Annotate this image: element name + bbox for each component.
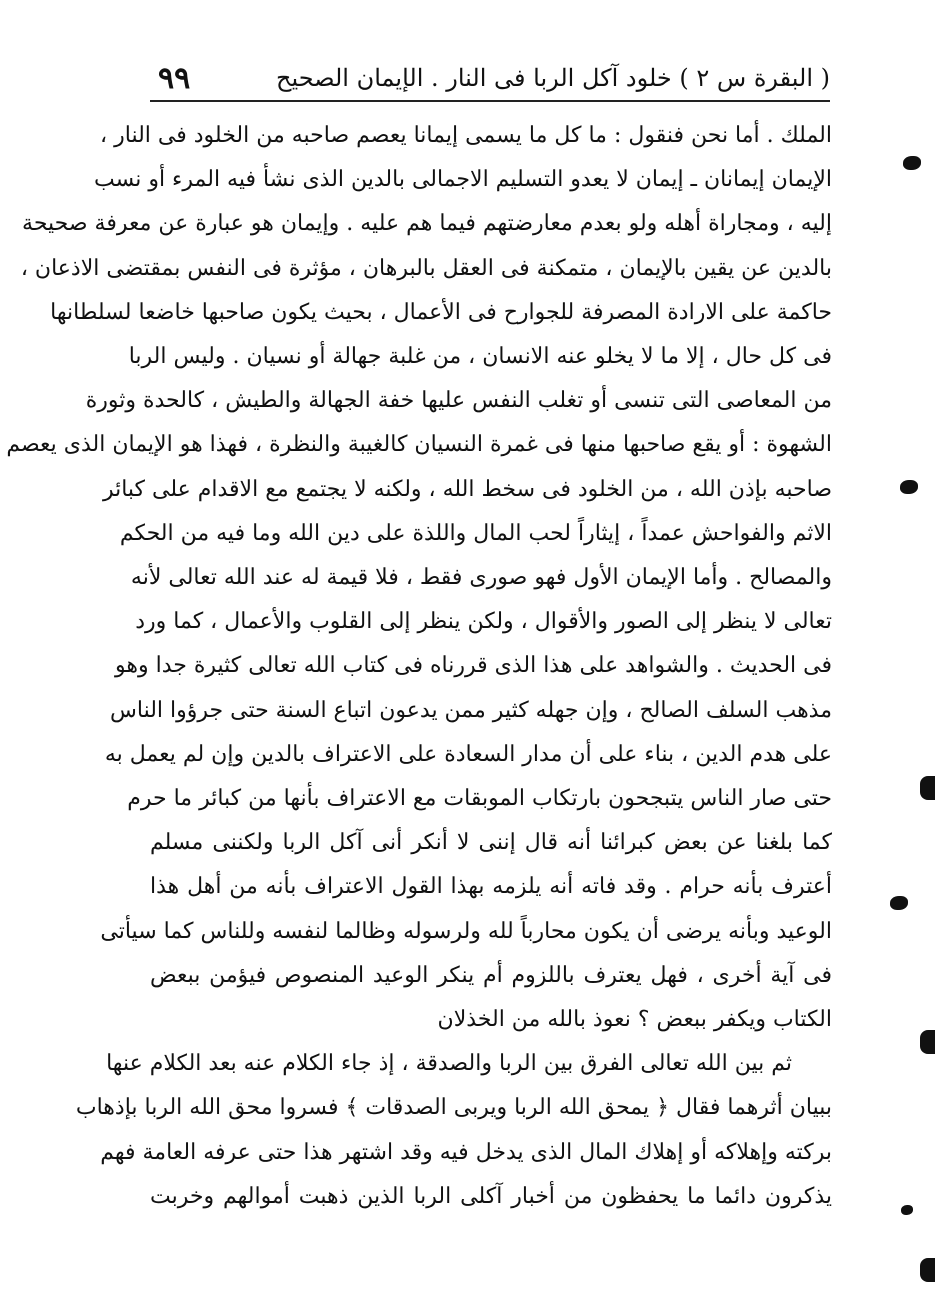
text-line: صاحبه بإذن الله ، من الخلود فى سخط الله ، ولكنه لا يجتمع مع الاقدام على كبائر: [102, 476, 832, 502]
text-line: بركته وإهلاكه أو إهلاك المال الذى يدخل فيه وقد اشتهر هذا حتى عرفه العامة فهم: [100, 1139, 832, 1165]
text-line: إليه ، ومجاراة أهله ولو بعدم معارضتهم فيما هم عليه . وإيمان هو عبارة عن معرفة صحيحة: [22, 211, 832, 237]
text-line: والمصالح . وأما الإيمان الأول فهو صورى فقط ، فلا قيمة له عند الله تعالى لأنه: [130, 565, 832, 591]
text-line: بالدين عن يقين بالإيمان ، متمكنة فى العقل بالبرهان ، مؤثرة فى النفس بمقتضى الاذعان ،: [20, 255, 832, 281]
text-line: من المعاصى التى تنسى أو تغلب النفس عليها خفة الجهالة والطيش ، كالحدة وثورة: [85, 388, 832, 414]
margin-edge-mark: [920, 1258, 935, 1282]
page-number: ٩٩: [158, 60, 191, 96]
text-line: الاثم والفواحش عمداً ، إيثاراً لحب المال واللذة على دين الله وما فيه من الحكم: [119, 520, 832, 546]
text-line: ثم بين الله تعالى الفرق بين الربا والصدقة ، إذ جاء الكلام عنه بعد الكلام عنها: [106, 1051, 792, 1077]
margin-edge-mark: [920, 776, 935, 800]
text-line: فى كل حال ، إلا ما لا يخلو عنه الانسان ، من غلبة جهالة أو نسيان . وليس الربا: [128, 344, 832, 370]
text-line: ببيان أثرهما فقال ﴿ يمحق الله الربا ويربى الصدقات ﴾ فسروا محق الله الربا بإذهاب: [75, 1095, 832, 1121]
margin-ink-mark: [890, 896, 908, 910]
text-line: الملك . أما نحن فنقول : ما كل ما يسمى إيمانا يعصم صاحبه من الخلود فى النار ،: [100, 123, 832, 148]
margin-edge-mark: [920, 1030, 935, 1054]
margin-ink-mark: [901, 1205, 913, 1215]
text-line: الكتاب ويكفر ببعض ؟ نعوذ بالله من الخذلان: [437, 1007, 832, 1033]
text-line: أعترف بأنه حرام . وقد فاته أنه يلزمه بهذا القول الاعتراف بأنه من أهل هذا: [150, 874, 832, 900]
text-line: الإيمان إيمانان ـ إيمان لا يعدو التسليم الاجمالى بالدين الذى نشأ فيه المرء أو نسب: [93, 167, 832, 193]
text-line: يذكرون دائما ما يحفظون من أخبار آكلى الربا الذين ذهبت أموالهم وخربت: [150, 1183, 832, 1209]
header-rule: [150, 100, 830, 102]
text-line: فى آية أخرى ، فهل يعترف باللزوم أم ينكر الوعيد المنصوص فيؤمن ببعض: [150, 962, 832, 988]
text-line: تعالى لا ينظر إلى الصور والأقوال ، ولكن ينظر إلى القلوب والأعمال ، كما ورد: [135, 609, 832, 635]
text-line: الوعيد وبأنه يرضى أن يكون محارباً لله ولرسوله وظالما لنفسه وللناس كما سيأتى: [100, 918, 832, 944]
text-line: الشهوة : أو يقع صاحبها منها فى غمرة النسيان كالغيبة والنظرة ، فهذا هو الإيمان الذى يعصم: [6, 432, 832, 458]
running-header: [150, 58, 830, 98]
text-line: فى الحديث . والشواهد على هذا الذى قررناه فى كتاب الله تعالى كثيرة جدا وهو: [115, 653, 832, 679]
text-line: كما بلغنا عن بعض كبرائنا أنه قال إننى لا أنكر أنى آكل الربا ولكننى مسلم: [150, 830, 832, 856]
text-line: حاكمة على الارادة المصرفة للجوارح فى الأعمال ، بحيث يكون صاحبها خاضعا لسلطانها: [50, 299, 832, 325]
margin-ink-mark: [903, 156, 921, 170]
text-line: حتى صار الناس يتبجحون بارتكاب الموبقات مع الاعتراف بأنها من كبائر ما حرم: [127, 786, 832, 812]
margin-ink-mark: [900, 480, 918, 494]
header-title: ( البقرة س ٢ ) خلود آكل الربا فى النار . الإيمان الصحيح: [275, 64, 830, 92]
body-text: [6, 114, 832, 1219]
text-line: على هدم الدين ، بناء على أن مدار السعادة على الاعتراف بالدين وإن لم يعمل به: [104, 741, 832, 767]
text-line: مذهب السلف الصالح ، وإن جهله كثير ممن يدعون اتباع السنة حتى جرؤوا الناس: [110, 697, 832, 723]
